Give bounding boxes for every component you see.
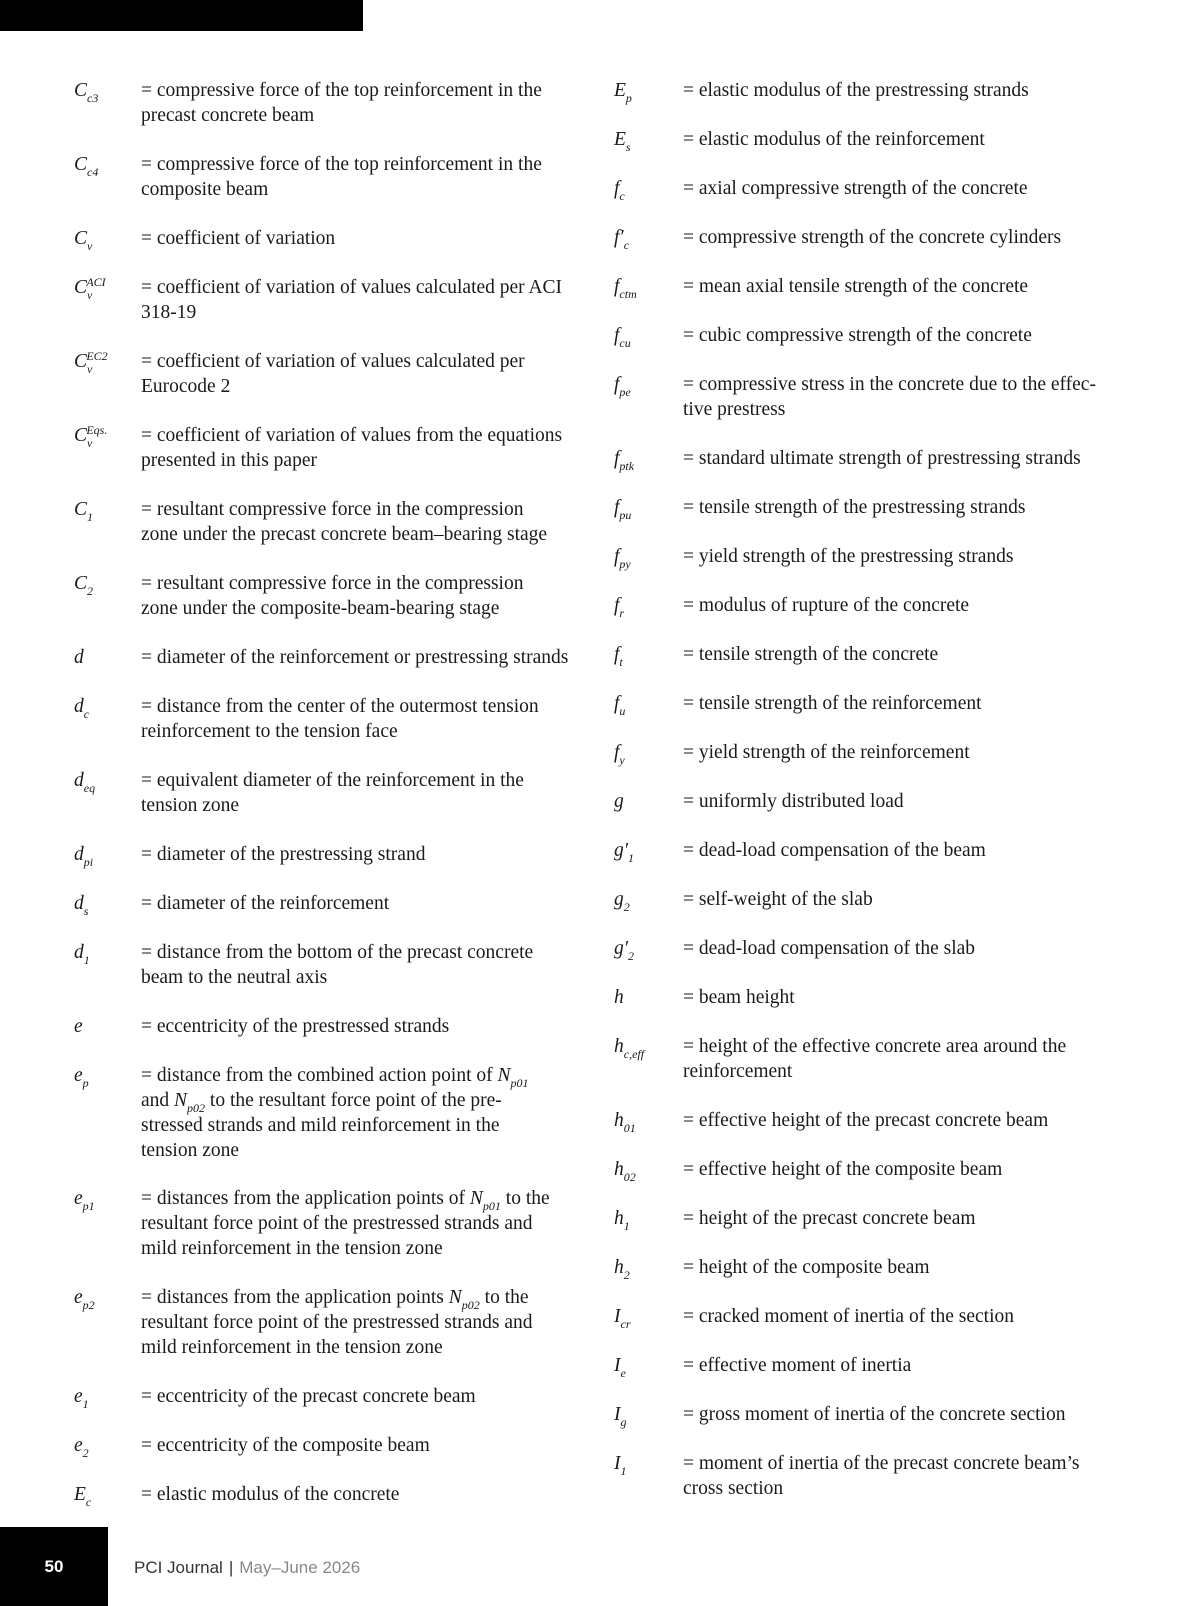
notation-definition — [683, 887, 1159, 912]
definition-line: precast concrete beam — [141, 105, 315, 126]
notation-symbol: $C_v^{EC2}$ — [74, 349, 108, 376]
definition-line: = distances from the application points of $N_{p01}$ to the — [141, 1188, 550, 1213]
notation-symbol: $g'_1$ — [614, 840, 635, 865]
definition-line: = diameter of the prestressing strand — [141, 844, 426, 865]
notation-definition — [141, 1063, 602, 1163]
notation-definition — [141, 226, 602, 251]
definition-line: = effective height of the precast concrete beam — [683, 1110, 1049, 1131]
notation-symbol: $C_1$ — [74, 499, 94, 524]
notation-symbol: $e_{p2}$ — [74, 1287, 95, 1312]
definition-line: = coefficient of variation — [141, 228, 336, 249]
definition-line: = self-weight of the slab — [683, 889, 873, 910]
notation-symbol: $f_c$ — [614, 178, 625, 203]
definition-line: = cracked moment of inertia of the section — [683, 1306, 1014, 1327]
notation-definition — [683, 323, 1159, 348]
definition-line: = yield strength of the reinforcement — [683, 742, 970, 763]
definition-line: = dead-load compensation of the beam — [683, 840, 986, 861]
definition-line: = moment of inertia of the precast concrete beam’s — [683, 1453, 1080, 1474]
notation-symbol: $d_s$ — [74, 893, 89, 918]
definition-line: = tensile strength of the concrete — [683, 644, 939, 665]
notation-symbol: $h_{02}$ — [614, 1159, 636, 1184]
notation-symbol: $d_c$ — [74, 696, 90, 721]
definition-line: = height of the composite beam — [683, 1257, 930, 1278]
notation-definition — [141, 423, 602, 473]
notation-symbol: $E_c$ — [74, 1484, 92, 1509]
definition-line: = distance from the combined action point of $N_{p01}$ — [141, 1065, 529, 1090]
notation-definition — [141, 152, 602, 202]
definition-line: = distances from the application points $N_{p02}$ to the — [141, 1287, 529, 1312]
definition-line: = elastic modulus of the prestressing strands — [683, 80, 1029, 101]
definition-line: = eccentricity of the prestressed strands — [141, 1016, 450, 1037]
notation-definition — [683, 1206, 1159, 1231]
notation-definition — [683, 544, 1159, 569]
notation-definition — [683, 1353, 1159, 1378]
notation-symbol: $I_{cr}$ — [614, 1306, 631, 1331]
definition-line: = distance from the bottom of the precast concrete — [141, 942, 534, 963]
notation-symbol: $e_p$ — [74, 1065, 89, 1090]
notation-symbol: $E_p$ — [614, 80, 632, 105]
notation-definition — [141, 842, 602, 867]
notation-definition — [683, 740, 1159, 765]
definition-line: = effective height of the composite beam — [683, 1159, 1003, 1180]
definition-line: = gross moment of inertia of the concrete section — [683, 1404, 1066, 1425]
notation-symbol: $f_r$ — [614, 595, 625, 620]
definition-line: = diameter of the reinforcement or prestressing strands — [141, 647, 569, 668]
notation-definition — [683, 78, 1159, 103]
definition-line: presented in this paper — [141, 450, 317, 471]
definition-line: = elastic modulus of the reinforcement — [683, 129, 985, 150]
definition-line: = effective moment of inertia — [683, 1355, 912, 1376]
definition-line: beam to the neutral axis — [141, 967, 328, 988]
definition-line: tive prestress — [683, 399, 786, 420]
notation-symbol: $C_{c4}$ — [74, 154, 99, 179]
notation-definition — [683, 1157, 1159, 1182]
definition-line: = yield strength of the prestressing strands — [683, 546, 1014, 567]
notation-definition — [141, 891, 602, 916]
notation-symbol: $h_{c,eff}$ — [614, 1036, 645, 1061]
definition-line: = equivalent diameter of the reinforcement in the — [141, 770, 524, 791]
notation-definition — [141, 1384, 602, 1409]
notation-definition — [683, 1304, 1159, 1329]
definition-line: = tensile strength of the prestressing strands — [683, 497, 1026, 518]
notation-symbol: $f_{pu}$ — [614, 497, 632, 522]
notation-symbol: $f_{pe}$ — [614, 374, 631, 399]
notation-symbol: d — [74, 647, 84, 668]
notation-symbol: $f'_c$ — [614, 227, 630, 252]
notation-definition — [683, 985, 1159, 1010]
notation-definition — [683, 936, 1159, 961]
definition-line: = mean axial tensile strength of the concrete — [683, 276, 1029, 297]
notation-symbol: $e_{p1}$ — [74, 1188, 95, 1213]
definition-line: = uniformly distributed load — [683, 791, 904, 812]
notation-definition — [683, 1108, 1159, 1133]
notation-definition — [683, 642, 1159, 667]
notation-symbol: $h_1$ — [614, 1208, 630, 1233]
definition-line: mild reinforcement in the tension zone — [141, 1337, 443, 1358]
definition-line: mild reinforcement in the tension zone — [141, 1238, 443, 1259]
definition-line: = standard ultimate strength of prestressing strands — [683, 448, 1081, 469]
notation-symbol: e — [74, 1016, 83, 1037]
header-bar — [0, 0, 363, 31]
notation-definition — [683, 691, 1159, 716]
definition-line: tension zone — [141, 795, 240, 816]
notation-symbol: $I_e$ — [614, 1355, 626, 1380]
notation-symbol: $C_v$ — [74, 228, 93, 253]
issue-date: May–June 2026 — [239, 1558, 361, 1577]
definition-line: cross section — [683, 1478, 784, 1499]
notation-definition — [683, 789, 1159, 814]
notation-definition — [141, 1285, 602, 1360]
definition-line: = height of the effective concrete area around the — [683, 1036, 1067, 1057]
notation-symbol: $f_{py}$ — [614, 546, 631, 571]
notation-definition — [141, 768, 602, 818]
definition-line: = beam height — [683, 987, 795, 1008]
definition-line: Eurocode 2 — [141, 376, 231, 397]
notation-definition — [683, 372, 1159, 422]
definition-line: resultant force point of the prestressed strands and — [141, 1312, 533, 1333]
notation-definition — [141, 1482, 602, 1507]
page-number: 50 — [44, 1557, 64, 1576]
definition-line: resultant force point of the prestressed strands and — [141, 1213, 533, 1234]
definition-line: reinforcement to the tension face — [141, 721, 398, 742]
notation-definition — [683, 495, 1159, 520]
definition-line: = compressive strength of the concrete cylinders — [683, 227, 1062, 248]
notation-symbol: $d_{pi}$ — [74, 844, 94, 869]
notation-symbol: $h_2$ — [614, 1257, 630, 1282]
definition-line: zone under the precast concrete beam–bearing stage — [141, 524, 548, 545]
definition-line: = diameter of the reinforcement — [141, 893, 390, 914]
notation-definition — [683, 1402, 1159, 1427]
notation-symbol: $f_{ptk}$ — [614, 448, 635, 473]
definition-line: = eccentricity of the precast concrete beam — [141, 1386, 476, 1407]
notation-definition — [141, 497, 602, 547]
notation-symbol: $f_{cu}$ — [614, 325, 631, 350]
notation-definition — [683, 225, 1159, 250]
notation-symbol: $h_{01}$ — [614, 1110, 636, 1135]
notation-definition — [141, 1014, 602, 1039]
notation-symbol: $g_2$ — [614, 889, 630, 914]
definition-line: = resultant compressive force in the compression — [141, 573, 524, 594]
notation-definition — [141, 571, 602, 621]
notation-symbol: $f_t$ — [614, 644, 623, 669]
definition-line: = coefficient of variation of values calculated per — [141, 351, 525, 372]
notation-definition — [141, 349, 602, 399]
definition-line: and $N_{p02}$ to the resultant force point of the pre- — [141, 1090, 502, 1115]
notation-definition — [683, 1451, 1159, 1501]
notation-symbol: h — [614, 987, 624, 1008]
definition-line: = modulus of rupture of the concrete — [683, 595, 970, 616]
notation-symbol: $e_1$ — [74, 1386, 89, 1411]
notation-symbol: $E_s$ — [614, 129, 631, 154]
notation-definition — [683, 1034, 1159, 1084]
notation-symbol: $d_1$ — [74, 942, 90, 967]
definition-line: = cubic compressive strength of the concrete — [683, 325, 1032, 346]
definition-line: = coefficient of variation of values calculated per ACI — [141, 277, 563, 298]
journal-footer — [134, 1558, 360, 1578]
notation-definition — [141, 275, 602, 325]
notation-symbol: $C_{c3}$ — [74, 80, 99, 105]
notation-symbol: $d_{eq}$ — [74, 770, 96, 795]
notation-definition — [683, 176, 1159, 201]
definition-line: = compressive force of the top reinforcement in the — [141, 154, 542, 175]
definition-line: = elastic modulus of the concrete — [141, 1484, 400, 1505]
definition-line: = axial compressive strength of the concrete — [683, 178, 1028, 199]
definition-line: = coefficient of variation of values from the equations — [141, 425, 563, 446]
notation-symbol: $f_{ctm}$ — [614, 276, 637, 301]
notation-definition — [141, 645, 602, 670]
notation-definition — [683, 274, 1159, 299]
notation-symbol: $g'_2$ — [614, 938, 635, 963]
notation-definition — [683, 446, 1159, 471]
definition-line: = dead-load compensation of the slab — [683, 938, 976, 959]
notation-definition — [683, 593, 1159, 618]
notation-definition — [683, 838, 1159, 863]
notation-symbol: $I_g$ — [614, 1404, 627, 1429]
notation-symbol: $C_v^{ACI}$ — [74, 275, 106, 302]
notation-definition — [141, 940, 602, 990]
notation-definition — [141, 694, 602, 744]
definition-line: = eccentricity of the composite beam — [141, 1435, 430, 1456]
notation-symbol: g — [614, 791, 624, 812]
notation-symbol: $f_y$ — [614, 742, 625, 767]
definition-line: = tensile strength of the reinforcement — [683, 693, 982, 714]
definition-line: stressed strands and mild reinforcement in the — [141, 1115, 500, 1136]
notation-definition — [141, 78, 602, 128]
definition-line: = compressive force of the top reinforcement in the — [141, 80, 542, 101]
notation-definition — [141, 1433, 602, 1458]
notation-symbol: $I_1$ — [614, 1453, 627, 1478]
definition-line: = height of the precast concrete beam — [683, 1208, 976, 1229]
definition-line: reinforcement — [683, 1061, 793, 1082]
definition-line: composite beam — [141, 179, 269, 200]
definition-line: 318-19 — [141, 302, 197, 323]
footer-separator: | — [228, 1558, 234, 1577]
notation-symbol: $C_v^{Eqs.}$ — [74, 423, 108, 450]
notation-definition — [683, 1255, 1159, 1280]
notation-definition — [141, 1186, 602, 1261]
definition-line: = resultant compressive force in the compression — [141, 499, 524, 520]
journal-name: PCI Journal — [134, 1558, 223, 1577]
notation-symbol: $C_2$ — [74, 573, 94, 598]
definition-line: zone under the composite-beam-bearing stage — [141, 598, 500, 619]
definition-line: tension zone — [141, 1140, 240, 1161]
notation-definition — [683, 127, 1159, 152]
definition-line: = compressive stress in the concrete due to the effec- — [683, 374, 1096, 395]
notation-symbol: $e_2$ — [74, 1435, 89, 1460]
definition-line: = distance from the center of the outermost tension — [141, 696, 539, 717]
notation-symbol: $f_u$ — [614, 693, 626, 718]
